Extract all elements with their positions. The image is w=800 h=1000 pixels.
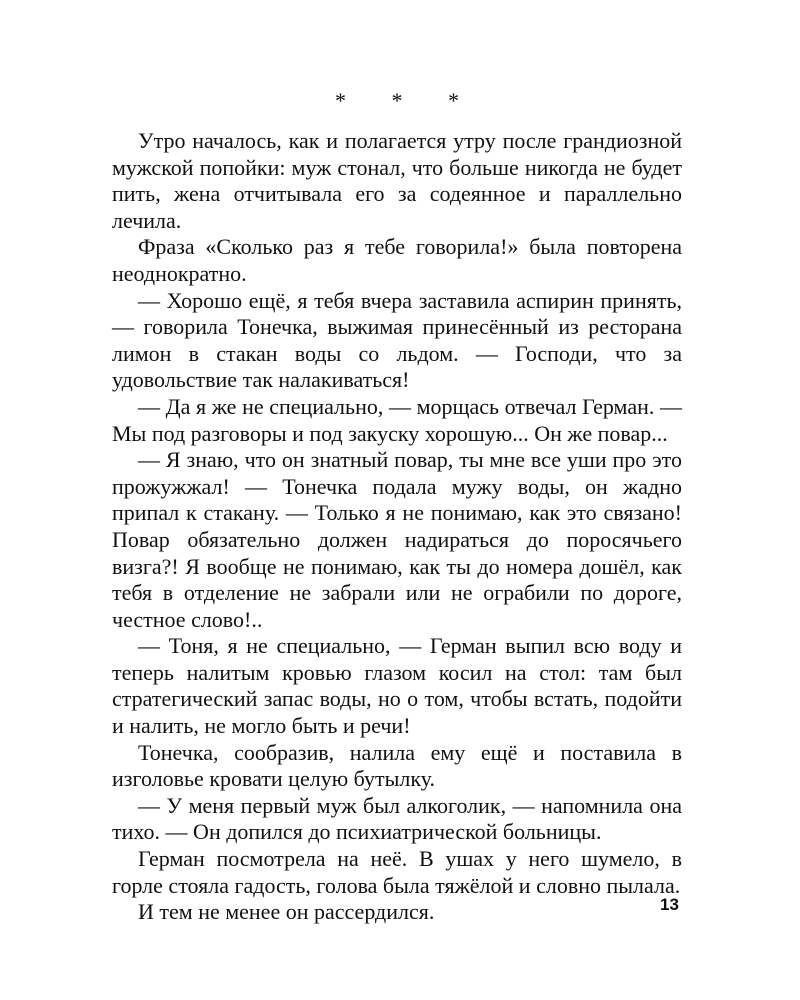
page-number: 13 <box>660 895 679 914</box>
paragraph: — Да я же не специально, — морщась отвечал Герман. — Мы под разговоры и под закуску хорошую... Он же повар... <box>112 393 682 446</box>
paragraph: — Тоня, я не специально, — Герман выпил всю воду и теперь налитым кровью глазом косил на стол: там был стратегический запас воды, но о том, чтобы встать, подойти и налить, не могло быть и речи! <box>112 633 682 739</box>
paragraph: Фраза «Сколько раз я тебе говорила!» была повторена неоднократно. <box>112 234 682 286</box>
paragraph: — Я знаю, что он знатный повар, ты мне все уши про это прожужжал! — Тонечка подала мужу воды, он жадно припал к стакану. — Только я не понимаю, как это связано! Повар обязательно должен надираться до поросячьего визга?! Я вообще не понимаю, как ты до номера дошёл, как тебя в отделение не забрали или не ограбили по дороге, честное слово!.. <box>112 447 682 632</box>
paragraph: — Хорошо ещё, я тебя вчера заставила аспирин принять, — говорила Тонечка, выжимая принесённый из ресторана лимон в стакан воды со льдом. — Господи, что за удовольствие так налакиваться! <box>112 287 682 393</box>
paragraph: Герман посмотрела на неё. В ушах у него шумело, в горле стояла гадость, голова была тяжёлой и словно пылала. <box>112 846 682 898</box>
paragraph: Утро началось, как и полагается утру после грандиозной мужской попойки: муж стонал, что больше никогда не будет пить, жена отчитывала его за содеянное и параллельно лечила. <box>112 128 682 233</box>
body-text <box>112 128 682 926</box>
paragraph: — У меня первый муж был алкоголик, — напомнила она тихо. — Он допился до психиатрической больницы. <box>112 792 682 845</box>
book-page <box>112 88 682 926</box>
section-separator: * * * <box>335 88 479 113</box>
paragraph: И тем не менее он рассердился. <box>138 899 435 925</box>
paragraph: Тонечка, сообразив, налила ему ещё и поставила в изголовье кровати целую бутылку. <box>112 739 682 792</box>
